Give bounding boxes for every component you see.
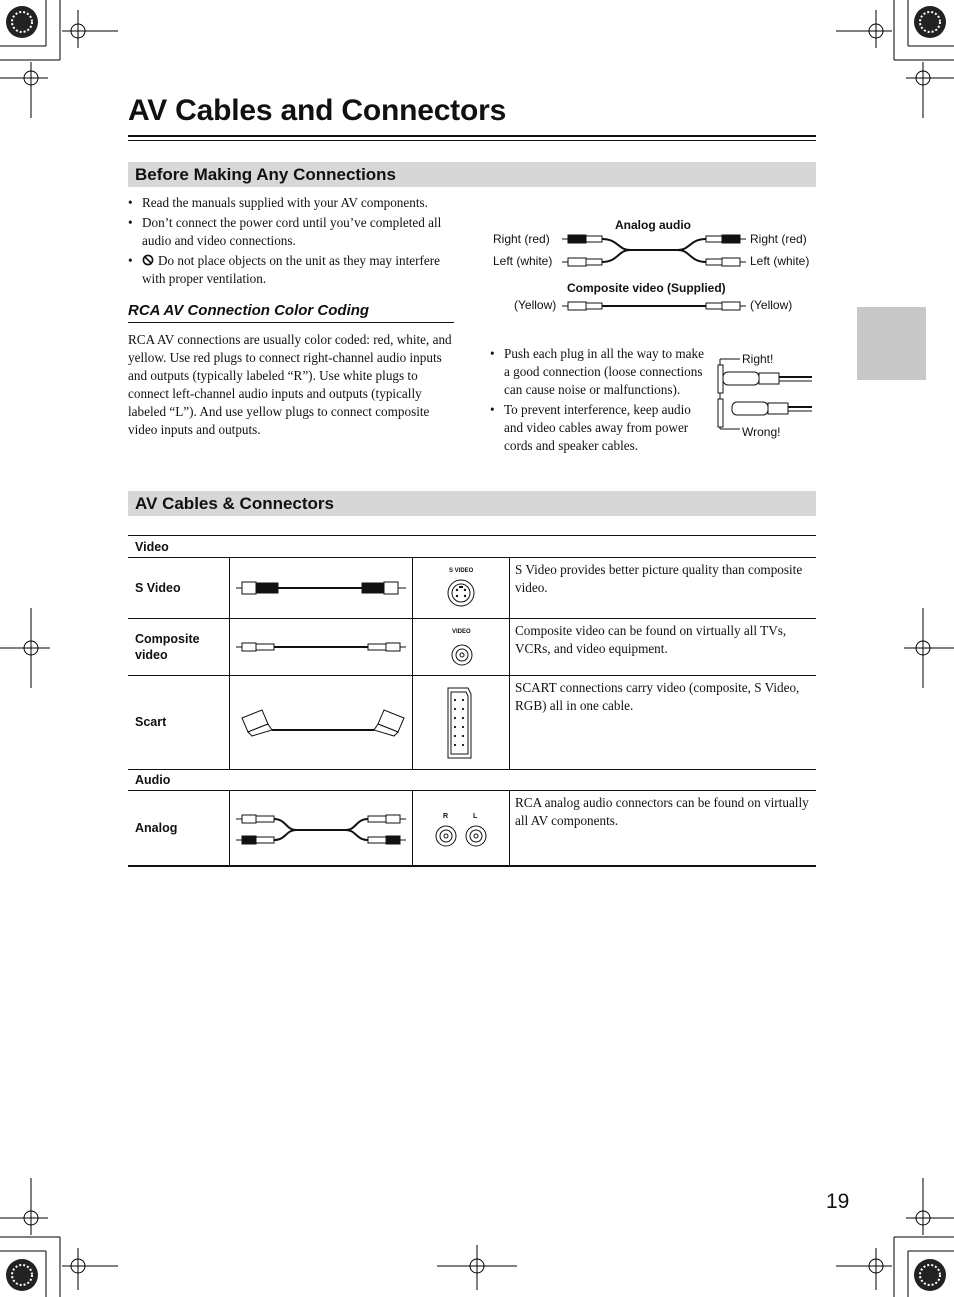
analog-audio-label: Analog audio [615,218,691,232]
title-rule-thin [128,140,816,141]
composite-jack-label: VIDEO [452,629,471,635]
analog-audio-cable-illustration [560,228,750,318]
row-name-svideo: S Video [135,581,181,595]
scart-cable-icon [238,704,408,744]
color-coding-text: RCA AV connections are usually color coded: red, white, and yellow. Use red plugs to connect right-channel audio inputs and outputs (typically labeled “R”). Use white plugs to connect left-channel audio inputs and outputs (typically labeled “L”). And use yellow plugs to connect composite video inputs and outputs. [128,332,452,437]
wrong-plug-label: Wrong! [742,425,781,439]
table-col-divider [509,790,510,865]
right-plug-label: Right! [742,352,774,366]
composite-cable-icon [234,637,409,657]
table-col-divider [229,790,230,865]
svideo-cable-icon [234,576,409,600]
before-bullets [128,194,458,290]
row-name-scart: Scart [135,715,167,729]
table-rule [128,557,816,558]
left-white-label-left: Left (white) [493,254,553,268]
svideo-jack-label: S VIDEO [449,568,474,574]
table-col-divider [229,557,230,769]
analog-jack-label-l: L [473,813,478,820]
right-red-label-right: Right (red) [750,232,807,246]
page-number: 19 [826,1190,850,1213]
group-label-audio: Audio [135,773,171,787]
composite-video-label: Composite video (Supplied) [567,281,726,295]
no-symbol-icon [142,254,154,266]
plug-tips [490,345,705,457]
table-rule [128,769,816,770]
row-desc-analog: RCA analog audio connectors can be found on virtually all AV components. [515,795,809,828]
table-col-divider [412,790,413,865]
right-red-label-left: Right (red) [493,232,550,246]
table-col-divider [412,557,413,769]
subheading-color-coding: RCA AV Connection Color Coding [128,302,454,323]
group-label-video: Video [135,540,169,554]
table-rule [128,675,816,676]
list-item: • Read the manuals supplied with your AV components. [128,195,428,210]
list-item: • Push each plug in all the way to make a good connection (loose connections can cause noise or malfunctions). [490,346,704,397]
left-white-label-right: Left (white) [750,254,810,268]
row-name-composite: Composite video [135,632,200,662]
table-bottom-rule [128,865,816,867]
svideo-jack-icon [446,578,476,608]
analog-cable-icon [234,810,409,850]
section-heading-av: AV Cables & Connectors [128,491,816,516]
section-heading-before: Before Making Any Connections [128,162,816,187]
table-col-divider [509,557,510,769]
yellow-label-right: (Yellow) [750,298,793,312]
page-title: AV Cables and Connectors [128,94,507,127]
row-name-analog: Analog [135,821,178,835]
list-item: • To prevent interference, keep audio and video cables away from power cords and speaker cables. [490,402,691,453]
table-rule [128,790,816,791]
title-rule [128,135,816,137]
row-desc-svideo: S Video provides better picture quality than composite video. [515,562,803,595]
section-tab [857,307,926,380]
list-item: • Do not place objects on the unit as they may interfere with proper ventilation. [128,253,440,286]
yellow-label-left: (Yellow) [514,298,557,312]
row-desc-composite: Composite video can be found on virtually all TVs, VCRs, and video equipment. [515,623,787,656]
plug-insertion-illustration [712,355,814,433]
scart-jack-icon [443,686,473,762]
analog-jack-label-r: R [443,813,449,820]
table-top-rule [128,535,816,536]
composite-jack-icon [450,643,474,667]
analog-jacks-icon [434,824,490,848]
row-desc-scart: SCART connections carry video (composite, S Video, RGB) all in one cable. [515,680,800,713]
table-rule [128,618,816,619]
list-item: • Don’t connect the power cord until you’ve completed all audio and video connections. [128,215,442,248]
